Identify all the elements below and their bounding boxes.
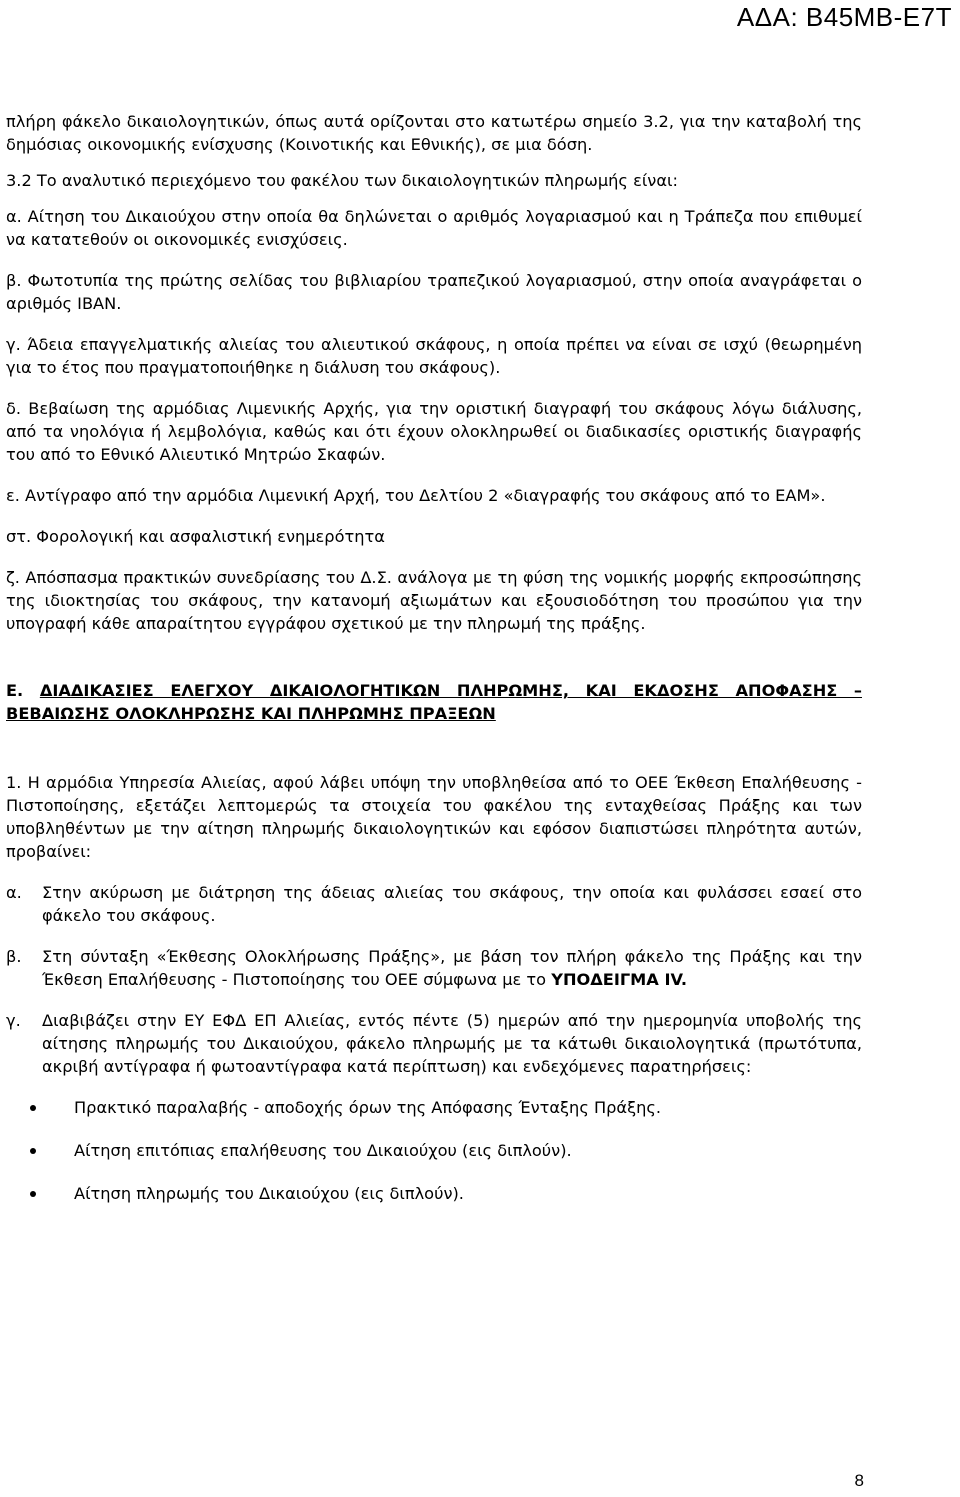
- bullet-item: [6, 1139, 862, 1162]
- bullet-text: Αίτηση επιτόπιας επαλήθευσης του Δικαιούχου (εις διπλούν).: [74, 1141, 572, 1160]
- item-d: δ. Βεβαίωση της αρμόδιας Λιμενικής Αρχής, για την οριστική διαγραφή του σκάφους λόγω διάλυσης, από τα νηολόγια ή λεμβολόγια, καθώς και ότι έχουν ολοκληρωθεί οι διαδικασίες οριστικής διαγραφής του από το Εθνικό Αλιευτικό Μητρώο Σκαφών.: [6, 399, 862, 464]
- document-body: [6, 110, 862, 1225]
- paragraph-intro: πλήρη φάκελο δικαιολογητικών, όπως αυτά ορίζονται στο κατωτέρω σημείο 3.2, για την καταβολή της δημόσιας οικονομικής ενίσχυσης (Κοινοτικής και Εθνικής), σε μια δόση.: [6, 112, 862, 154]
- heading-prefix: Ε.: [6, 681, 24, 700]
- item-label: β.: [6, 947, 22, 966]
- section1-list: [6, 881, 862, 1078]
- section1-intro: 1. Η αρμόδια Υπηρεσία Αλιείας, αφού λάβει υπόψη την υποβληθείσα από το ΟΕΕ Έκθεση Επαλήθευσης - Πιστοποίησης, εξετάζει λεπτομερώς τα στοιχεία του φακέλου της ενταχθείσας Πράξης και των υποβληθέντων με την αίτηση πληρωμής δικαιολογητικών και εφόσον διαπιστώσει πληρότητα αυτών, προβαίνει:: [6, 773, 862, 861]
- section-heading: [6, 679, 862, 725]
- item-text: Διαβιβάζει στην ΕΥ ΕΦΔ ΕΠ Αλιείας, εντός πέντε (5) ημερών από την ημερομηνία υποβολής της αίτησης πληρωμής του Δικαιούχου, φάκελο πληρωμής με τα κάτωθι δικαιολογητικά (πρωτότυπα, ακριβή αντίγραφα ή φωτοαντίγραφα κατά περίπτωση) και ενδεχόμενες παρατηρήσεις:: [42, 1011, 862, 1076]
- bullet-item: [6, 1182, 862, 1205]
- item-label: γ.: [6, 1011, 21, 1030]
- item-z: ζ. Απόσπασμα πρακτικών συνεδρίασης του Δ.Σ. ανάλογα με τη φύση της νομικής μορφής εκπροσώπησης της ιδιοκτησίας του σκάφους, την κατανομή αξιωμάτων και εξουσιοδότηση του προσώπου για την υπογραφή κάθε απαραίτητου εγγράφου σχετικού με την πληρωμή της πράξης.: [6, 568, 862, 633]
- bullet-dot-icon: [30, 1105, 36, 1111]
- bullet-list: [6, 1096, 862, 1205]
- page-number: 8: [854, 1471, 864, 1490]
- item-text: Στη σύνταξη «Έκθεσης Ολοκλήρωσης Πράξης», με βάση τον πλήρη φάκελο της Πράξης και την Έκθεση Επαλήθευσης - Πιστοποίησης του ΟΕΕ σύμφωνα με το: [42, 947, 862, 989]
- paragraph-3-2: 3.2 Το αναλυτικό περιεχόμενο του φακέλου των δικαιολογητικών πληρωμής είναι:: [6, 171, 678, 190]
- heading-title: ΔΙΑΔΙΚΑΣΙΕΣ ΕΛΕΓΧΟΥ ΔΙΚΑΙΟΛΟΓΗΤΙΚΩΝ ΠΛΗΡΩΜΗΣ, ΚΑΙ ΕΚΔΟΣΗΣ ΑΠΟΦΑΣΗΣ – ΒΕΒΑΙΩΣΗΣ ΟΛΟΚΛΗΡΩΣΗΣ ΚΑΙ ΠΛΗΡΩΜΗΣ ΠΡΑΞΕΩΝ: [6, 681, 862, 723]
- item-st: στ. Φορολογική και ασφαλιστική ενημερότητα: [6, 527, 385, 546]
- item-c: γ. Άδεια επαγγελματικής αλιείας του αλιευτικού σκάφους, η οποία πρέπει να είναι σε ισχύ (θεωρημένη για το έτος που πραγματοποιήθηκε η διάλυση του σκάφους).: [6, 335, 862, 377]
- item-a: α. Αίτηση του Δικαιούχου στην οποία θα δηλώνεται ο αριθμός λογαριασμού και η Τράπεζα που επιθυμεί να κατατεθούν οι οικονομικές ενισχύσεις.: [6, 207, 862, 249]
- item-bold-ref: ΥΠΟΔΕΙΓΜΑ IV.: [551, 970, 688, 989]
- item-e: ε. Αντίγραφο από την αρμόδια Λιμενική Αρχή, του Δελτίου 2 «διαγραφής του σκάφους από το ΕΑΜ».: [6, 486, 826, 505]
- section1-item-c: [6, 1009, 862, 1078]
- item-b: β. Φωτοτυπία της πρώτης σελίδας του βιβλιαρίου τραπεζικού λογαριασμού, στην οποία αναγράφεται ο αριθμός ΙΒΑΝ.: [6, 271, 862, 313]
- ada-code: ΑΔΑ: Β45ΜΒ-Ε7Τ: [736, 2, 952, 32]
- bullet-text: Αίτηση πληρωμής του Δικαιούχου (εις διπλούν).: [74, 1184, 464, 1203]
- bullet-item: [6, 1096, 862, 1119]
- section1-item-b: [6, 945, 862, 991]
- bullet-dot-icon: [30, 1191, 36, 1197]
- section1-item-a: [6, 881, 862, 927]
- bullet-text: Πρακτικό παραλαβής - αποδοχής όρων της Απόφασης Ένταξης Πράξης.: [74, 1098, 662, 1117]
- bullet-dot-icon: [30, 1148, 36, 1154]
- item-text: Στην ακύρωση με διάτρηση της άδειας αλιείας του σκάφους, την οποία και φυλάσσει εσαεί στο φάκελο του σκάφους.: [42, 883, 862, 925]
- item-label: α.: [6, 883, 22, 902]
